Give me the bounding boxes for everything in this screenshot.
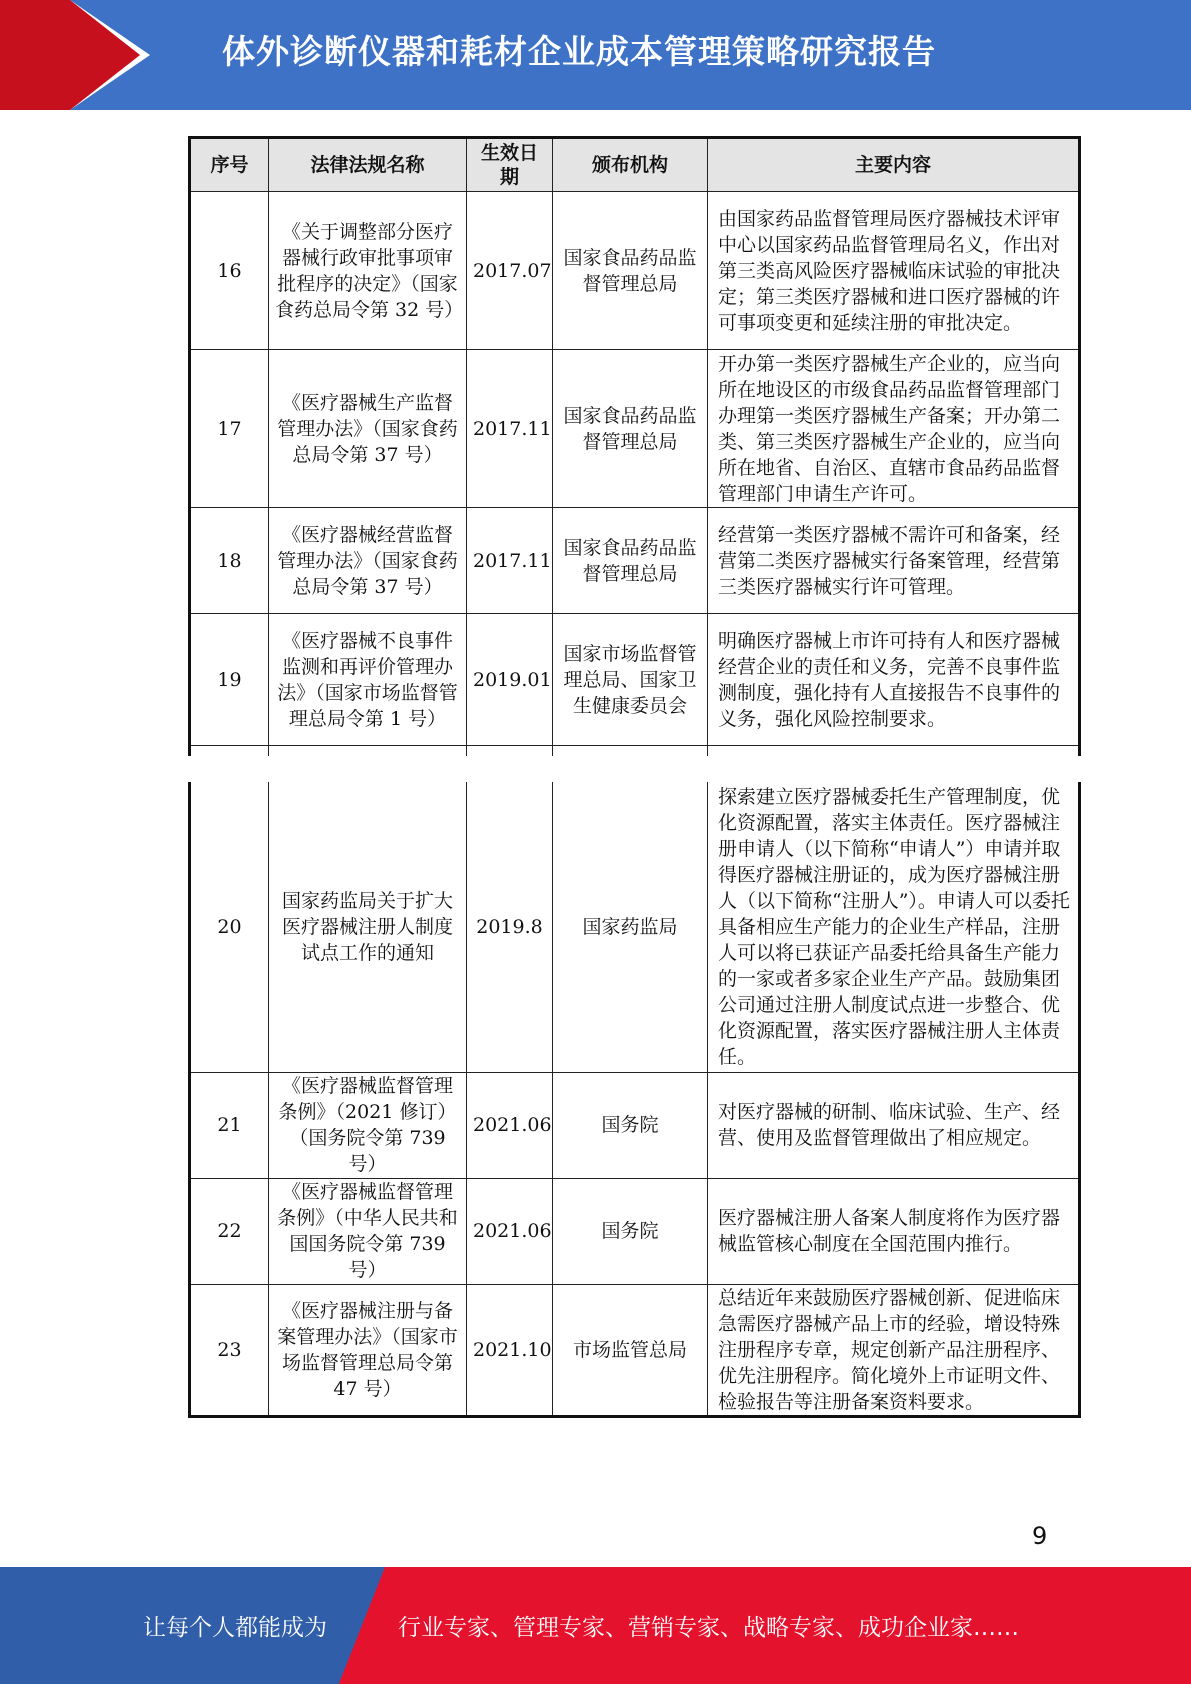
row-name: 《医疗器械生产监督管理办法》（国家食药总局令第 37 号）: [269, 350, 467, 508]
regulations-table-part-2: [188, 782, 1081, 1418]
row-date: 2019.01: [467, 614, 553, 746]
footer-slogan-right: 行业专家、管理专家、营销专家、战略专家、成功企业家……: [398, 1615, 1019, 1641]
row-name: 《医疗器械监督管理条例》（中华人民共和国国务院令第 739 号）: [269, 1178, 467, 1284]
row-agency: 国务院: [553, 1072, 708, 1178]
row-content: 医疗器械注册人备案人制度将作为医疗器械监管核心制度在全国范围内推行。: [708, 1178, 1080, 1284]
row-content: 经营第一类医疗器械不需许可和备案，经营第二类医疗器械实行备案管理，经营第三类医疗器械实行许可管理。: [708, 508, 1080, 614]
page-number: 9: [1032, 1522, 1048, 1550]
table-row: [190, 1284, 1080, 1416]
row-date: 2021.06: [467, 1072, 553, 1178]
row-content: 由国家药品监督管理局医疗器械技术评审中心以国家药品监督管理局名义，作出对第三类高风险医疗器械临床试验的审批决定；第三类医疗器械和进口医疗器械的许可事项变更和延续注册的审批决定。: [708, 192, 1080, 350]
row-name: 《关于调整部分医疗器械行政审批事项审批程序的决定》（国家食药总局令第 32 号）: [269, 192, 467, 350]
row-agency: 国家市场监督管理总局、国家卫生健康委员会: [553, 614, 708, 746]
row-agency: 市场监管总局: [553, 1284, 708, 1416]
header-no: 序号: [190, 138, 269, 192]
row-content: 开办第一类医疗器械生产企业的，应当向所在地设区的市级食品药品监督管理部门办理第一类医疗器械生产备案；开办第二类、第三类医疗器械生产企业的，应当向所在地省、自治区、直辖市食品药品监督管理部门申请生产许可。: [708, 350, 1080, 508]
row-content: 对医疗器械的研制、临床试验、生产、经营、使用及监督管理做出了相应规定。: [708, 1072, 1080, 1178]
table-row: [190, 1178, 1080, 1284]
row-date: 2017.11: [467, 508, 553, 614]
row-no: 21: [190, 1072, 269, 1178]
header-content: 主要内容: [708, 138, 1080, 192]
table-row: [190, 614, 1080, 746]
regulations-table-part-1: [188, 136, 1081, 756]
header-date: 生效日期: [467, 138, 553, 192]
row-date: 2017.07: [467, 192, 553, 350]
header-red-chevron-tip: [70, 0, 140, 110]
row-no: 23: [190, 1284, 269, 1416]
row-agency: 国家食品药品监督管理总局: [553, 350, 708, 508]
row-no: 16: [190, 192, 269, 350]
table-row: [190, 192, 1080, 350]
row-date: 2021.06: [467, 1178, 553, 1284]
row-no: 18: [190, 508, 269, 614]
table-header-row: [190, 138, 1080, 192]
row-agency: 国务院: [553, 1178, 708, 1284]
row-name: 《医疗器械监督管理条例》（2021 修订）（国务院令第 739 号）: [269, 1072, 467, 1178]
report-title: 体外诊断仪器和耗材企业成本管理策略研究报告: [222, 32, 936, 71]
page-footer: [0, 1567, 1191, 1684]
row-name: 国家药监局关于扩大医疗器械注册人制度试点工作的通知: [269, 782, 467, 1072]
row-name: 《医疗器械不良事件监测和再评价管理办法》（国家市场监督管理总局令第 1 号）: [269, 614, 467, 746]
row-no: 22: [190, 1178, 269, 1284]
row-no: 20: [190, 782, 269, 1072]
table-continuation-stub: [190, 746, 1080, 757]
header-name: 法律法规名称: [269, 138, 467, 192]
row-agency: 国家食品药品监督管理总局: [553, 192, 708, 350]
row-agency: 国家药监局: [553, 782, 708, 1072]
row-date: 2021.10: [467, 1284, 553, 1416]
page-header: [0, 0, 1191, 110]
header-agency: 颁布机构: [553, 138, 708, 192]
table-row: [190, 508, 1080, 614]
row-date: 2019.8: [467, 782, 553, 1072]
row-name: 《医疗器械注册与备案管理办法》（国家市场监督管理总局令第 47 号）: [269, 1284, 467, 1416]
table-row: [190, 350, 1080, 508]
row-no: 17: [190, 350, 269, 508]
footer-slogan-left: 让每个人都能成为: [143, 1615, 327, 1641]
row-no: 19: [190, 614, 269, 746]
row-content: 明确医疗器械上市许可持有人和医疗器械经营企业的责任和义务，完善不良事件监测制度，强化持有人直接报告不良事件的义务，强化风险控制要求。: [708, 614, 1080, 746]
row-content: 探索建立医疗器械委托生产管理制度，优化资源配置，落实主体责任。医疗器械注册申请人（以下简称“申请人”）申请并取得医疗器械注册证的，成为医疗器械注册人（以下简称“注册人”）。申请人可以委托具备相应生产能力的企业生产样品，注册人可以将已获证产品委托给具备生产能力的一家或者多家企业生产产品。鼓励集团公司通过注册人制度试点进一步整合、优化资源配置，落实医疗器械注册人主体责任。: [708, 782, 1080, 1072]
row-date: 2017.11: [467, 350, 553, 508]
row-name: 《医疗器械经营监督管理办法》（国家食药总局令第 37 号）: [269, 508, 467, 614]
header-red-chevron: [0, 0, 70, 110]
table-row: [190, 782, 1080, 1072]
row-content: 总结近年来鼓励医疗器械创新、促进临床急需医疗器械产品上市的经验，增设特殊注册程序专章，规定创新产品注册程序、优先注册程序。简化境外上市证明文件、检验报告等注册备案资料要求。: [708, 1284, 1080, 1416]
table-row: [190, 1072, 1080, 1178]
row-agency: 国家食品药品监督管理总局: [553, 508, 708, 614]
